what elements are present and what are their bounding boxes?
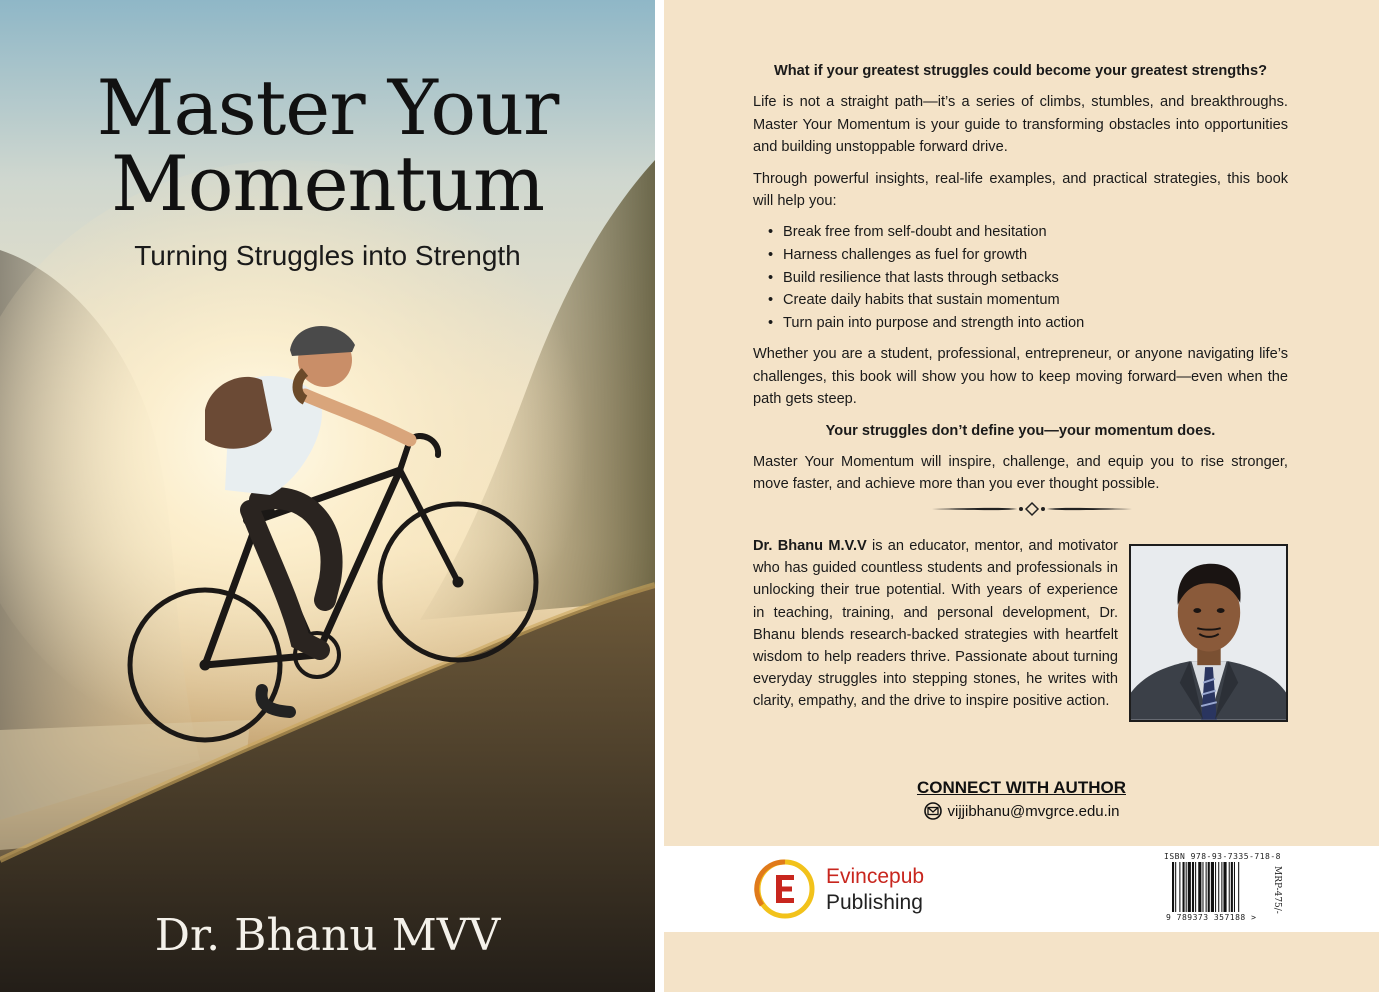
isbn-label: ISBN 978-93-7335-718-8: [1164, 852, 1281, 861]
blurb-paragraph-3: Whether you are a student, professional, entrepreneur, or anyone navigating life’s challenges, this book will show you how to keep moving forward—even when the path gets steep.: [753, 346, 1288, 408]
book-title: [0, 63, 655, 228]
list-item: • Harness challenges as fuel for growth: [768, 244, 1288, 267]
book-subtitle: Turning Struggles into Strength: [134, 240, 521, 271]
blurb: [753, 60, 1288, 505]
benefit-list: [768, 221, 1288, 334]
front-cover: [0, 0, 655, 992]
envelope-icon: [924, 802, 942, 820]
connect-heading: CONNECT WITH AUTHOR: [916, 778, 1126, 797]
publisher-name-line2: Publishing: [826, 891, 923, 914]
cover-author-name: Dr. Bhanu MVV: [154, 910, 501, 961]
list-item: • Break free from self-doubt and hesitation: [768, 221, 1288, 244]
blurb-paragraph-2: Through powerful insights, real-life examples, and practical strategies, this book will help you:: [753, 170, 1288, 210]
publisher-name-line1: Evincepub: [826, 865, 925, 888]
back-cover: [664, 0, 1379, 992]
barcode-icon: [1172, 862, 1262, 920]
list-item: • Build resilience that lasts through setbacks: [768, 267, 1288, 290]
connect-section: [664, 778, 1379, 820]
list-item: • Turn pain into purpose and strength into action: [768, 312, 1288, 335]
ornament-divider: [932, 500, 1132, 518]
mrp-price: MRP-475/-: [1272, 866, 1282, 914]
blurb-headline: What if your greatest struggles could become your greatest strengths?: [773, 63, 1268, 79]
author-email[interactable]: vijjibhanu@mvgrce.edu.in: [947, 802, 1120, 820]
barcode-number: 9 789373 357188 >: [1166, 913, 1257, 922]
author-bio: [753, 535, 1118, 713]
book-title-line2: Momentum: [110, 139, 545, 228]
blurb-paragraph-1: Life is not a straight path—it’s a series of climbs, stumbles, and breakthroughs. Master Your Momentum is your guide to transforming obstacles into opportunities and building unstoppable forward drive.: [753, 94, 1288, 156]
publisher-band: [664, 846, 1379, 932]
blurb-paragraph-4: Master Your Momentum will inspire, challenge, and equip you to rise stronger, move faster, and achieve more than you ever thought possible.: [753, 454, 1288, 493]
bio-text: is an educator, mentor, and motivator who has guided countless students and professionals in unlocking their true potential. With years of experience in teaching, training, and personal development, Dr. Bhanu blends research-backed strategies with heartfelt wisdom to help readers thrive. Passionate about turning everyday struggles into stepping stones, he writes with clarity, empathy, and the drive to inspire positive action.: [753, 538, 1118, 710]
author-photo: [1129, 544, 1288, 722]
book-title-line1: Master Your: [96, 63, 559, 152]
author-email-row: [664, 802, 1379, 820]
bio-author-name: Dr. Bhanu M.V.V: [753, 538, 867, 554]
publisher-name: [826, 864, 924, 916]
tagline: Your struggles don’t define you—your momentum does.: [825, 422, 1216, 439]
list-item: • Create daily habits that sustain momentum: [768, 289, 1288, 312]
evincepub-logo-icon: [752, 859, 818, 919]
